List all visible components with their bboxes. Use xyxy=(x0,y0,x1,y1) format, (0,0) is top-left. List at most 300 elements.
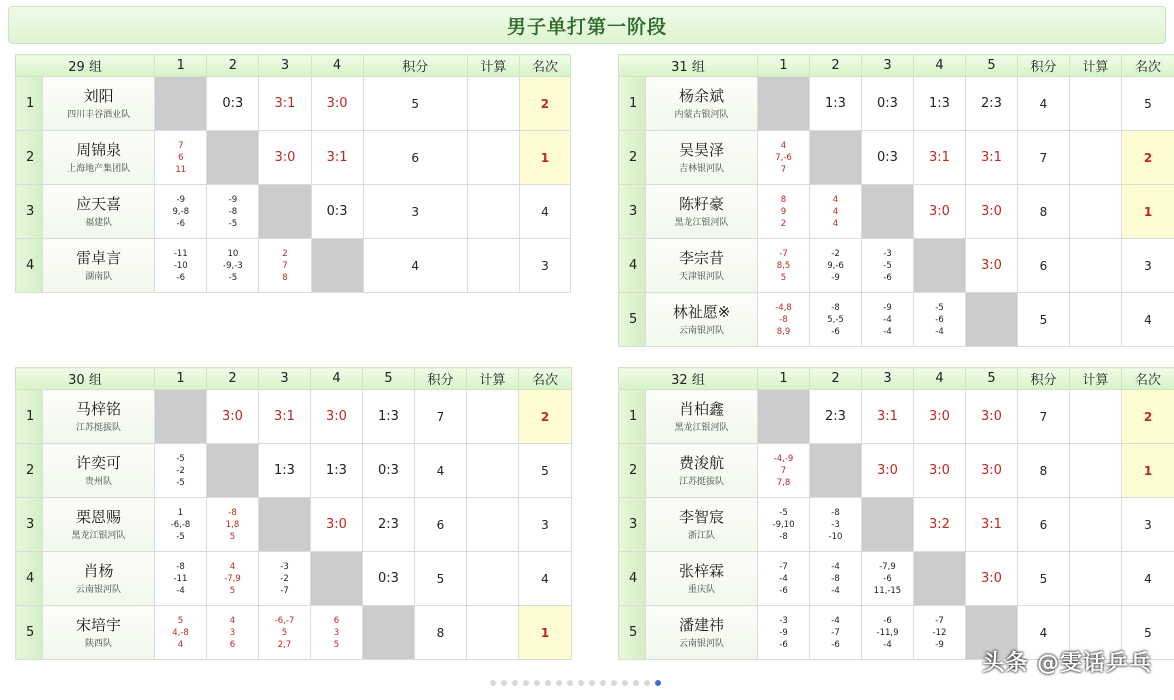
match-result-cell xyxy=(363,444,415,498)
player-row xyxy=(619,239,1174,293)
rank-cell: 3 xyxy=(1122,239,1174,293)
game-scores-line: -8 xyxy=(831,507,840,518)
game-scores-line: -6 xyxy=(779,639,788,650)
match-result-cell xyxy=(259,552,311,606)
game-scores-line: -7,9 xyxy=(224,573,241,584)
game-scores-line: 11 xyxy=(175,164,187,175)
match-result-cell xyxy=(914,498,966,552)
match-result-cell xyxy=(914,77,966,131)
match-result-cell xyxy=(914,390,966,444)
match-score: 3:0 xyxy=(981,258,1002,273)
player-name: 潘建祎 xyxy=(678,615,724,634)
pager-dot[interactable] xyxy=(622,680,628,686)
self-match-cell xyxy=(810,444,862,498)
self-match-cell xyxy=(155,390,207,444)
group-name: 31 组 xyxy=(619,55,758,77)
row-number: 5 xyxy=(16,606,43,660)
game-scores-line: -3 xyxy=(280,561,289,572)
match-result-cell xyxy=(311,390,363,444)
player-team: 天津银河队 xyxy=(678,271,724,282)
match-result-cell xyxy=(259,131,311,185)
game-scores-line: -6 xyxy=(176,218,186,229)
row-number: 1 xyxy=(16,77,43,131)
calc-header: 计算 xyxy=(1070,368,1122,390)
calc-header: 计算 xyxy=(467,55,519,77)
game-scores-line: -8 xyxy=(831,302,840,313)
match-result-cell xyxy=(810,77,862,131)
player-team: 江苏挺拔队 xyxy=(678,476,724,487)
pager-dot[interactable] xyxy=(556,680,562,686)
game-scores-line: 6 xyxy=(178,152,184,163)
header-row xyxy=(16,55,571,77)
game-scores-line: -8 xyxy=(228,206,238,217)
pager-dot[interactable] xyxy=(644,680,650,686)
opponent-col-header: 3 xyxy=(862,368,914,390)
player-row xyxy=(619,293,1174,347)
game-scores-line: 11,-15 xyxy=(873,585,902,596)
player-cell xyxy=(43,498,155,552)
opponent-col-header: 2 xyxy=(207,55,259,77)
game-scores-line: -5 xyxy=(883,260,892,271)
game-scores-line: 5 xyxy=(780,272,787,283)
player-name: 周锦泉 xyxy=(76,140,122,159)
game-scores-line: 4,-8 xyxy=(172,627,189,638)
self-match-cell xyxy=(207,131,259,185)
points-cell: 7 xyxy=(1018,131,1070,185)
match-score: 3:0 xyxy=(929,463,950,478)
game-scores-line: -5 xyxy=(176,453,185,464)
pager-dot[interactable] xyxy=(589,680,595,686)
match-result-cell xyxy=(207,498,259,552)
opponent-col-header: 4 xyxy=(311,55,363,77)
self-match-cell xyxy=(259,185,311,239)
player-team: 重庆队 xyxy=(687,584,715,595)
self-match-cell xyxy=(311,239,363,293)
points-cell: 8 xyxy=(1018,444,1070,498)
match-score: 2:3 xyxy=(825,409,846,424)
match-score: 3:1 xyxy=(929,150,950,165)
rank-header: 名次 xyxy=(519,55,570,77)
rank-cell: 4 xyxy=(1122,293,1174,347)
opponent-col-header: 3 xyxy=(259,368,311,390)
match-result-cell xyxy=(914,293,966,347)
rank-cell: 4 xyxy=(519,185,570,239)
game-scores-line: -4 xyxy=(779,573,788,584)
player-row xyxy=(619,498,1174,552)
game-scores-line: -11 xyxy=(173,248,188,259)
game-scores-line: 8,9 xyxy=(776,326,791,337)
pager-dot[interactable] xyxy=(567,680,573,686)
calc-cell xyxy=(1070,131,1122,185)
match-score: 0:3 xyxy=(877,96,898,111)
match-result-cell xyxy=(259,444,311,498)
match-result-cell xyxy=(155,498,207,552)
player-team: 湖南队 xyxy=(85,271,113,282)
player-team: 浙江队 xyxy=(687,530,715,541)
row-number: 4 xyxy=(16,552,43,606)
match-score: 0:3 xyxy=(378,571,399,586)
player-team: 上海地产集团队 xyxy=(67,163,131,174)
player-name: 马梓铭 xyxy=(75,399,121,418)
opponent-col-header: 2 xyxy=(810,368,862,390)
row-number: 3 xyxy=(619,185,646,239)
match-score: 3:0 xyxy=(981,571,1002,586)
game-scores-line: 3 xyxy=(333,627,340,638)
match-score: 0:3 xyxy=(222,96,244,111)
game-scores-line: -7,9 xyxy=(879,561,896,572)
calc-cell xyxy=(1070,498,1122,552)
game-scores-line: -2 xyxy=(176,465,185,476)
game-scores-line: 1,8 xyxy=(225,519,240,530)
row-number: 5 xyxy=(619,606,646,660)
match-result-cell xyxy=(155,552,207,606)
match-score: 3:0 xyxy=(326,517,347,532)
game-scores-line: -4 xyxy=(935,326,944,337)
pager-dot[interactable] xyxy=(523,680,529,686)
match-result-cell xyxy=(758,606,810,660)
rank-cell: 5 xyxy=(1122,606,1174,660)
player-row xyxy=(16,552,572,606)
player-cell xyxy=(646,239,758,293)
pager-dot[interactable] xyxy=(600,680,606,686)
pager-dot[interactable] xyxy=(501,680,507,686)
points-cell: 6 xyxy=(363,131,467,185)
player-name: 栗恩赐 xyxy=(75,507,121,526)
game-scores-line: -8 xyxy=(228,507,237,518)
self-match-cell xyxy=(758,77,810,131)
self-match-cell xyxy=(862,185,914,239)
game-scores-line: -4 xyxy=(883,326,892,337)
rank-cell: 4 xyxy=(519,552,572,606)
player-cell xyxy=(646,606,758,660)
player-name: 刘阳 xyxy=(83,86,114,105)
player-cell xyxy=(43,185,155,239)
game-scores-line: -2 xyxy=(831,248,840,259)
rank-cell: 1 xyxy=(1122,185,1174,239)
game-scores-line: -9 xyxy=(935,639,944,650)
game-scores-line: 8,5 xyxy=(776,260,791,271)
game-scores-line: -7 xyxy=(779,561,788,572)
player-row xyxy=(16,77,571,131)
row-number: 4 xyxy=(619,239,646,293)
calc-cell xyxy=(467,185,519,239)
points-cell: 8 xyxy=(415,606,467,660)
game-scores-line: -8 xyxy=(831,573,840,584)
game-scores-line: -6 xyxy=(831,639,840,650)
opponent-col-header: 3 xyxy=(259,55,311,77)
header-row xyxy=(619,368,1174,390)
match-score: 1:3 xyxy=(274,463,295,478)
game-scores-line: -4,-9 xyxy=(773,453,794,464)
rank-cell: 2 xyxy=(1122,390,1174,444)
match-result-cell xyxy=(155,239,207,293)
rank-cell: 4 xyxy=(1122,552,1174,606)
player-cell xyxy=(43,606,155,660)
match-result-cell xyxy=(810,185,862,239)
match-result-cell xyxy=(758,293,810,347)
row-number: 1 xyxy=(619,390,646,444)
game-scores-line: -6,-8 xyxy=(170,519,191,530)
points-cell: 4 xyxy=(363,239,467,293)
player-team: 内蒙古银河队 xyxy=(674,109,729,120)
match-result-cell xyxy=(862,390,914,444)
game-scores-line: 5,-5 xyxy=(827,314,844,325)
calc-cell xyxy=(467,498,519,552)
game-scores-line: 5 xyxy=(229,585,236,596)
game-scores-line: 10 xyxy=(227,248,239,259)
player-row xyxy=(619,131,1174,185)
match-result-cell xyxy=(155,606,207,660)
row-number: 3 xyxy=(619,498,646,552)
points-cell: 3 xyxy=(363,185,467,239)
match-result-cell xyxy=(259,606,311,660)
opponent-col-header: 5 xyxy=(966,368,1018,390)
game-scores-line: -10 xyxy=(173,260,188,271)
match-score: 1:3 xyxy=(825,96,846,111)
match-score: 3:0 xyxy=(877,463,898,478)
player-name: 吴昊泽 xyxy=(678,140,724,159)
player-name: 李宗昔 xyxy=(678,248,724,267)
page-title: 男子单打第一阶段 xyxy=(8,6,1166,44)
points-header: 积分 xyxy=(1018,55,1070,77)
player-cell xyxy=(646,293,758,347)
match-result-cell xyxy=(207,77,259,131)
calc-cell xyxy=(1070,239,1122,293)
player-cell xyxy=(646,444,758,498)
row-number: 1 xyxy=(619,77,646,131)
game-scores-line: -4 xyxy=(831,561,840,572)
match-score: 3:0 xyxy=(222,409,243,424)
match-result-cell xyxy=(311,77,363,131)
player-name: 张梓霖 xyxy=(678,561,724,580)
points-cell: 6 xyxy=(1018,239,1070,293)
calc-cell xyxy=(467,552,519,606)
match-result-cell xyxy=(966,131,1018,185)
game-scores-line: -8 xyxy=(779,531,788,542)
game-scores-line: -12 xyxy=(932,627,947,638)
rank-header: 名次 xyxy=(519,368,572,390)
game-scores-line: 4 xyxy=(832,218,839,229)
pager-dot[interactable] xyxy=(633,680,639,686)
match-result-cell xyxy=(810,498,862,552)
game-scores-line: -5 xyxy=(935,302,944,313)
rank-cell: 1 xyxy=(1122,444,1174,498)
opponent-col-header: 2 xyxy=(207,368,259,390)
player-team: 云南银河队 xyxy=(75,584,121,595)
self-match-cell xyxy=(810,131,862,185)
group-table-30 xyxy=(15,367,572,660)
pager-dot[interactable] xyxy=(545,680,551,686)
pager-dot[interactable] xyxy=(534,680,540,686)
header-row xyxy=(619,55,1174,77)
pager-dot[interactable] xyxy=(490,680,496,686)
opponent-col-header: 1 xyxy=(758,368,810,390)
player-row xyxy=(619,390,1174,444)
match-result-cell xyxy=(311,185,363,239)
match-result-cell xyxy=(207,185,259,239)
match-score: 1:3 xyxy=(326,463,347,478)
match-result-cell xyxy=(207,390,259,444)
row-number: 3 xyxy=(16,185,43,239)
pager-dot[interactable] xyxy=(611,680,617,686)
match-result-cell xyxy=(810,293,862,347)
player-name: 陈籽豪 xyxy=(678,194,724,213)
match-result-cell xyxy=(311,131,363,185)
match-result-cell xyxy=(207,552,259,606)
game-scores-line: 5 xyxy=(177,615,184,626)
calc-header: 计算 xyxy=(1070,55,1122,77)
match-result-cell xyxy=(155,185,207,239)
group-table-32 xyxy=(618,367,1174,660)
match-score: 3:1 xyxy=(877,409,898,424)
rank-cell: 1 xyxy=(519,131,570,185)
self-match-cell xyxy=(155,77,207,131)
opponent-col-header: 1 xyxy=(155,368,207,390)
pager-dot[interactable] xyxy=(578,680,584,686)
game-scores-line: 8 xyxy=(282,272,288,283)
game-scores-line: -7 xyxy=(935,615,944,626)
self-match-cell xyxy=(914,552,966,606)
rank-cell: 2 xyxy=(519,77,570,131)
player-team: 贵州队 xyxy=(84,476,112,487)
calc-cell xyxy=(1070,77,1122,131)
game-scores-line: -6 xyxy=(779,585,788,596)
pager-dot[interactable] xyxy=(512,680,518,686)
row-number: 2 xyxy=(619,131,646,185)
match-result-cell xyxy=(914,185,966,239)
game-scores-line: -9 xyxy=(779,627,788,638)
match-result-cell xyxy=(259,239,311,293)
match-result-cell xyxy=(259,390,311,444)
game-scores-line: -4 xyxy=(883,639,892,650)
game-scores-line: -4 xyxy=(831,615,840,626)
self-match-cell xyxy=(311,552,363,606)
player-name: 肖杨 xyxy=(83,561,114,580)
group-table-29 xyxy=(15,54,571,293)
game-scores-line: 4 xyxy=(832,206,839,217)
player-cell xyxy=(43,239,155,293)
player-name: 应天喜 xyxy=(76,194,122,213)
game-scores-line: -2 xyxy=(280,573,289,584)
match-result-cell xyxy=(155,131,207,185)
match-result-cell xyxy=(363,390,415,444)
player-row xyxy=(16,390,572,444)
match-score: 3:1 xyxy=(274,409,295,424)
group-table-31 xyxy=(618,54,1174,347)
match-result-cell xyxy=(810,606,862,660)
game-scores-line: -6 xyxy=(831,326,840,337)
calc-cell xyxy=(467,444,519,498)
pager-dot[interactable] xyxy=(655,680,661,686)
match-score: 3:0 xyxy=(981,204,1002,219)
match-result-cell xyxy=(311,606,363,660)
group-name: 32 组 xyxy=(619,368,758,390)
match-result-cell xyxy=(259,77,311,131)
game-scores-line: -5 xyxy=(779,507,788,518)
points-cell: 4 xyxy=(1018,606,1070,660)
game-scores-line: -7 xyxy=(831,627,840,638)
game-scores-line: -4 xyxy=(883,314,892,325)
match-score: 3:1 xyxy=(981,517,1002,532)
player-name: 雷卓言 xyxy=(76,248,122,267)
match-result-cell xyxy=(914,444,966,498)
player-team: 黑龙江银河队 xyxy=(674,217,729,228)
calc-cell xyxy=(1070,293,1122,347)
match-score: 0:3 xyxy=(877,150,898,165)
match-result-cell xyxy=(862,444,914,498)
player-row xyxy=(16,239,571,293)
player-cell xyxy=(646,131,758,185)
self-match-cell xyxy=(259,498,311,552)
match-result-cell xyxy=(758,498,810,552)
player-row xyxy=(619,444,1174,498)
match-score: 3:0 xyxy=(929,409,950,424)
game-scores-line: -3 xyxy=(831,519,840,530)
match-result-cell xyxy=(862,606,914,660)
calc-cell xyxy=(1070,185,1122,239)
match-score: 0:3 xyxy=(326,204,348,219)
points-cell: 8 xyxy=(1018,185,1070,239)
row-number: 2 xyxy=(16,444,43,498)
opponent-col-header: 5 xyxy=(966,55,1018,77)
player-team: 江苏挺拔队 xyxy=(75,422,121,433)
player-cell xyxy=(43,444,155,498)
player-row xyxy=(619,552,1174,606)
opponent-col-header: 1 xyxy=(758,55,810,77)
match-result-cell xyxy=(862,239,914,293)
calc-cell xyxy=(467,77,519,131)
calc-cell xyxy=(1070,390,1122,444)
match-result-cell xyxy=(207,606,259,660)
match-result-cell xyxy=(862,552,914,606)
game-scores-line: -8 xyxy=(779,314,788,325)
calc-cell xyxy=(467,239,519,293)
points-header: 积分 xyxy=(415,368,467,390)
match-result-cell xyxy=(758,444,810,498)
player-row xyxy=(16,185,571,239)
match-result-cell xyxy=(862,293,914,347)
carousel-pager xyxy=(490,680,661,688)
player-cell xyxy=(43,390,155,444)
self-match-cell xyxy=(758,390,810,444)
player-cell xyxy=(646,498,758,552)
game-scores-line: 4 xyxy=(229,561,236,572)
match-score: 3:0 xyxy=(274,150,296,165)
match-result-cell xyxy=(810,390,862,444)
match-result-cell xyxy=(966,552,1018,606)
game-scores-line: 4 xyxy=(177,639,184,650)
match-result-cell xyxy=(966,185,1018,239)
match-score: 3:0 xyxy=(929,204,950,219)
match-result-cell xyxy=(966,444,1018,498)
match-result-cell xyxy=(966,239,1018,293)
match-result-cell xyxy=(758,552,810,606)
opponent-col-header: 5 xyxy=(363,368,415,390)
opponent-col-header: 2 xyxy=(810,55,862,77)
game-scores-line: -6,-7 xyxy=(274,615,295,626)
player-row xyxy=(16,444,572,498)
game-scores-line: -6 xyxy=(935,314,944,325)
game-scores-line: 5 xyxy=(281,627,288,638)
game-scores-line: -4,8 xyxy=(775,302,792,313)
match-score: 3:0 xyxy=(981,409,1002,424)
match-result-cell xyxy=(758,185,810,239)
game-scores-line: 4 xyxy=(832,194,839,205)
player-team: 云南银河队 xyxy=(678,325,724,336)
match-score: 3:1 xyxy=(274,96,296,111)
row-number: 3 xyxy=(16,498,43,552)
player-row xyxy=(16,131,571,185)
